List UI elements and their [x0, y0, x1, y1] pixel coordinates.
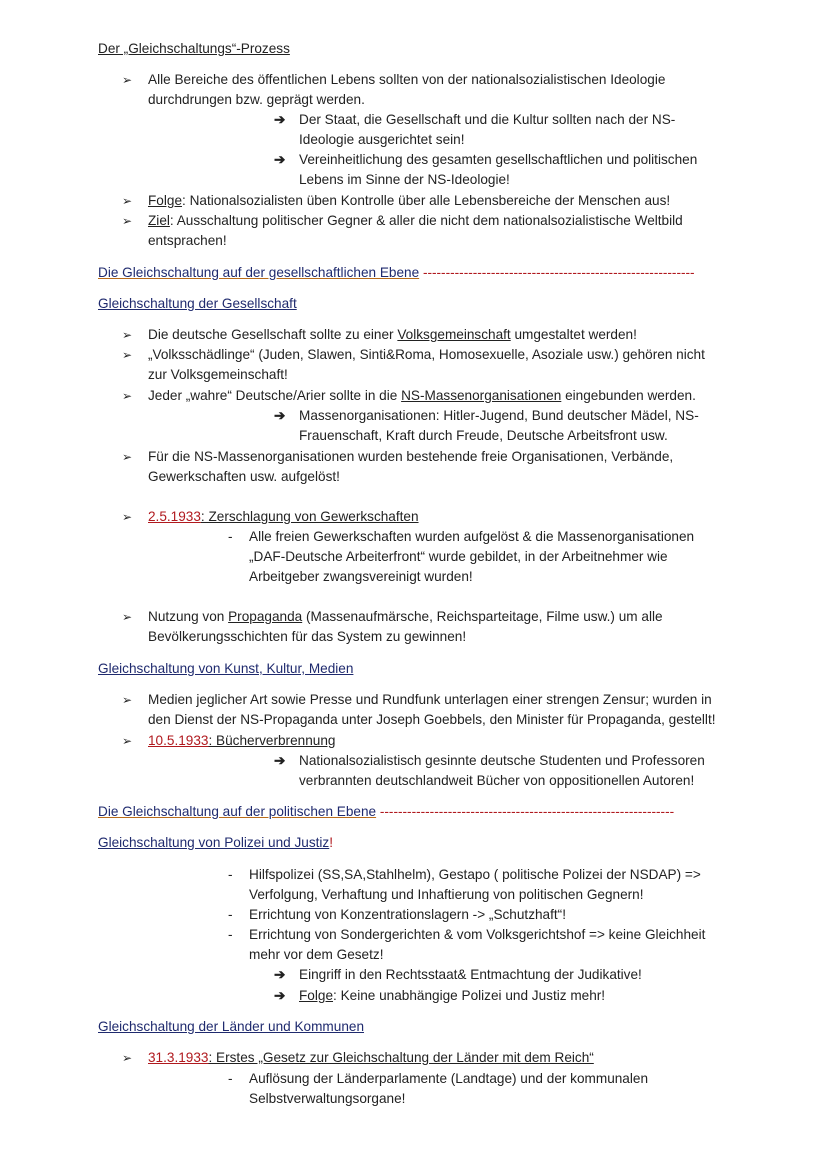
- dash-icon: -: [228, 927, 233, 942]
- text-line: den Dienst der NS-Propaganda unter Joseph Goebbels, den Minister für Propaganda, gestellt!: [148, 712, 716, 727]
- dash-icon: -: [228, 529, 233, 544]
- massenorganisationen-term: NS-Massenorganisationen: [401, 388, 562, 403]
- text-line: Hilfspolizei (SS,SA,Stahlhelm), Gestapo ( politische Polizei der NSDAP) =>: [249, 867, 701, 882]
- heading-dashes: ------------------------------------------------------------: [422, 265, 695, 280]
- text-line: Bevölkerungsschichten für das System zu gewinnen!: [148, 629, 467, 644]
- event-title: : Erstes „Gesetz zur Gleichschaltung der Länder mit dem Reich“: [208, 1050, 594, 1065]
- text-line: Lebens im Sinne der NS-Ideologie!: [299, 172, 510, 187]
- date-line: [148, 731, 335, 751]
- subheading-medien: Gleichschaltung von Kunst, Kultur, Medien: [98, 661, 354, 676]
- bullet-icon: ➢: [122, 214, 133, 228]
- bullet-icon: ➢: [122, 389, 133, 403]
- bullet-icon: ➢: [122, 610, 133, 624]
- text: eingebunden werden.: [561, 388, 696, 403]
- folge-line: [148, 191, 670, 211]
- section-title-prozess: Der „Gleichschaltungs“-Prozess: [98, 41, 290, 56]
- text-line: entsprachen!: [148, 233, 227, 248]
- arrow-icon: ➔: [274, 753, 286, 768]
- text: (Massenaufmärsche, Reichsparteitage, Filme usw.) um alle: [302, 609, 663, 624]
- subheading-laender: Gleichschaltung der Länder und Kommunen: [98, 1019, 365, 1034]
- text-line: Massenorganisationen: Hitler-Jugend, Bund deutscher Mädel, NS-: [299, 408, 699, 423]
- ziel-line: [148, 211, 683, 231]
- section-heading-gesellschaft: [98, 263, 695, 283]
- date-line: [148, 507, 419, 527]
- bullet-icon: ➢: [122, 510, 133, 524]
- text: Jeder „wahre“ Deutsche/Arier sollte in die: [148, 388, 402, 403]
- date-line: [148, 1048, 594, 1068]
- text-line: mehr vor dem Gesetz!: [249, 947, 384, 962]
- folge-text: : Nationalsozialisten üben Kontrolle über alle Lebensbereiche der Menschen aus!: [182, 193, 671, 208]
- heading-dashes: -----------------------------------------------------------------: [379, 804, 675, 819]
- text: Nutzung von: [148, 609, 229, 624]
- folge-label: Folge: [148, 193, 183, 208]
- ziel-label: Ziel: [148, 213, 170, 228]
- section-heading-politisch: [98, 802, 674, 822]
- text-line: Gewerkschaften usw. aufgelöst!: [148, 469, 340, 484]
- text-line: Der Staat, die Gesellschaft und die Kultur sollten nach der NS-: [299, 112, 676, 127]
- arrow-icon: ➔: [274, 408, 286, 423]
- arrow-icon: ➔: [274, 152, 286, 167]
- arrow-icon: ➔: [274, 112, 286, 127]
- folge-text: : Keine unabhängige Polizei und Justiz mehr!: [333, 988, 606, 1003]
- text: umgestaltet werden!: [510, 327, 637, 342]
- date: 31.3.1933: [148, 1050, 209, 1065]
- heading-text: Die Gleichschaltung auf der gesellschaftlichen Ebene: [98, 265, 420, 280]
- date: 10.5.1933: [148, 733, 209, 748]
- ziel-text: : Ausschaltung politischer Gegner & aller die nicht dem nationalsozialistische Weltbild: [169, 213, 683, 228]
- bullet-icon: ➢: [122, 194, 133, 208]
- subheading-polizei: [98, 833, 333, 853]
- heading-text: Die Gleichschaltung auf der politischen Ebene: [98, 804, 377, 819]
- text-line: „DAF-Deutsche Arbeiterfront“ wurde gebildet, in der Arbeitnehmer wie: [249, 549, 668, 564]
- event-title: : Zerschlagung von Gewerkschaften: [200, 509, 419, 524]
- text-line: Auflösung der Länderparlamente (Landtage) und der kommunalen: [249, 1071, 649, 1086]
- text-line: „Volksschädlinge“ (Juden, Slawen, Sinti&Roma, Homosexuelle, Asoziale usw.) gehören nicht: [148, 347, 705, 362]
- text-line: Für die NS-Massenorganisationen wurden bestehende freie Organisationen, Verbände,: [148, 449, 674, 464]
- text-line: Frauenschaft, Kraft durch Freude, Deutsche Arbeitsfront usw.: [299, 428, 668, 443]
- text-line: Medien jeglicher Art sowie Presse und Rundfunk unterlagen einer strengen Zensur; wurden in: [148, 692, 712, 707]
- text-line: Arbeitgeber zwangsvereinigt wurden!: [249, 569, 473, 584]
- text-line: Selbstverwaltungsorgane!: [249, 1091, 406, 1106]
- bullet-icon: ➢: [122, 348, 133, 362]
- text: Die deutsche Gesellschaft sollte zu einer: [148, 327, 398, 342]
- text-line: Alle Bereiche des öffentlichen Lebens sollten von der nationalsozialistischen Ideologie: [148, 72, 666, 87]
- text-line: Nationalsozialistisch gesinnte deutsche Studenten und Professoren: [299, 753, 705, 768]
- folge-label: Folge: [299, 988, 334, 1003]
- text-line: zur Volksgemeinschaft!: [148, 367, 288, 382]
- bullet-icon: ➢: [122, 1051, 133, 1065]
- arrow-icon: ➔: [274, 988, 286, 1003]
- dash-icon: -: [228, 907, 233, 922]
- text-line: verbrannten deutschlandweit Bücher von oppositionellen Autoren!: [299, 773, 695, 788]
- date: 2.5.1933: [148, 509, 201, 524]
- propaganda-term: Propaganda: [228, 609, 303, 624]
- text-line: Ideologie ausgerichtet sein!: [299, 132, 465, 147]
- dash-icon: -: [228, 867, 233, 882]
- text-line: Vereinheitlichung des gesamten gesellschaftlichen und politischen: [299, 152, 698, 167]
- text-line: Errichtung von Sondergerichten & vom Volksgerichtshof => keine Gleichheit: [249, 927, 706, 942]
- text-line: [148, 325, 637, 345]
- text-line: [148, 607, 663, 627]
- text-line: [148, 386, 696, 406]
- event-title: : Bücherverbrennung: [208, 733, 336, 748]
- arrow-icon: ➔: [274, 967, 286, 982]
- bullet-icon: ➢: [122, 328, 133, 342]
- volksgemeinschaft-term: Volksgemeinschaft: [397, 327, 511, 342]
- bullet-icon: ➢: [122, 693, 133, 707]
- exclamation: !: [329, 835, 334, 850]
- subheading-gesellschaft: Gleichschaltung der Gesellschaft: [98, 296, 297, 311]
- text-line: Alle freien Gewerkschaften wurden aufgelöst & die Massenorganisationen: [249, 529, 695, 544]
- text-line: durchdrungen bzw. geprägt werden.: [148, 92, 365, 107]
- subheading-text: Gleichschaltung von Polizei und Justiz: [98, 835, 330, 850]
- bullet-icon: ➢: [122, 734, 133, 748]
- bullet-icon: ➢: [122, 450, 133, 464]
- text-line: Eingriff in den Rechtsstaat& Entmachtung der Judikative!: [299, 967, 642, 982]
- text-line: Errichtung von Konzentrationslagern -> „Schutzhaft“!: [249, 907, 566, 922]
- text-line: Verfolgung, Verhaftung und Inhaftierung von politischen Gegnern!: [249, 887, 644, 902]
- dash-icon: -: [228, 1071, 233, 1086]
- bullet-icon: ➢: [122, 73, 133, 87]
- folge-line: [299, 986, 605, 1006]
